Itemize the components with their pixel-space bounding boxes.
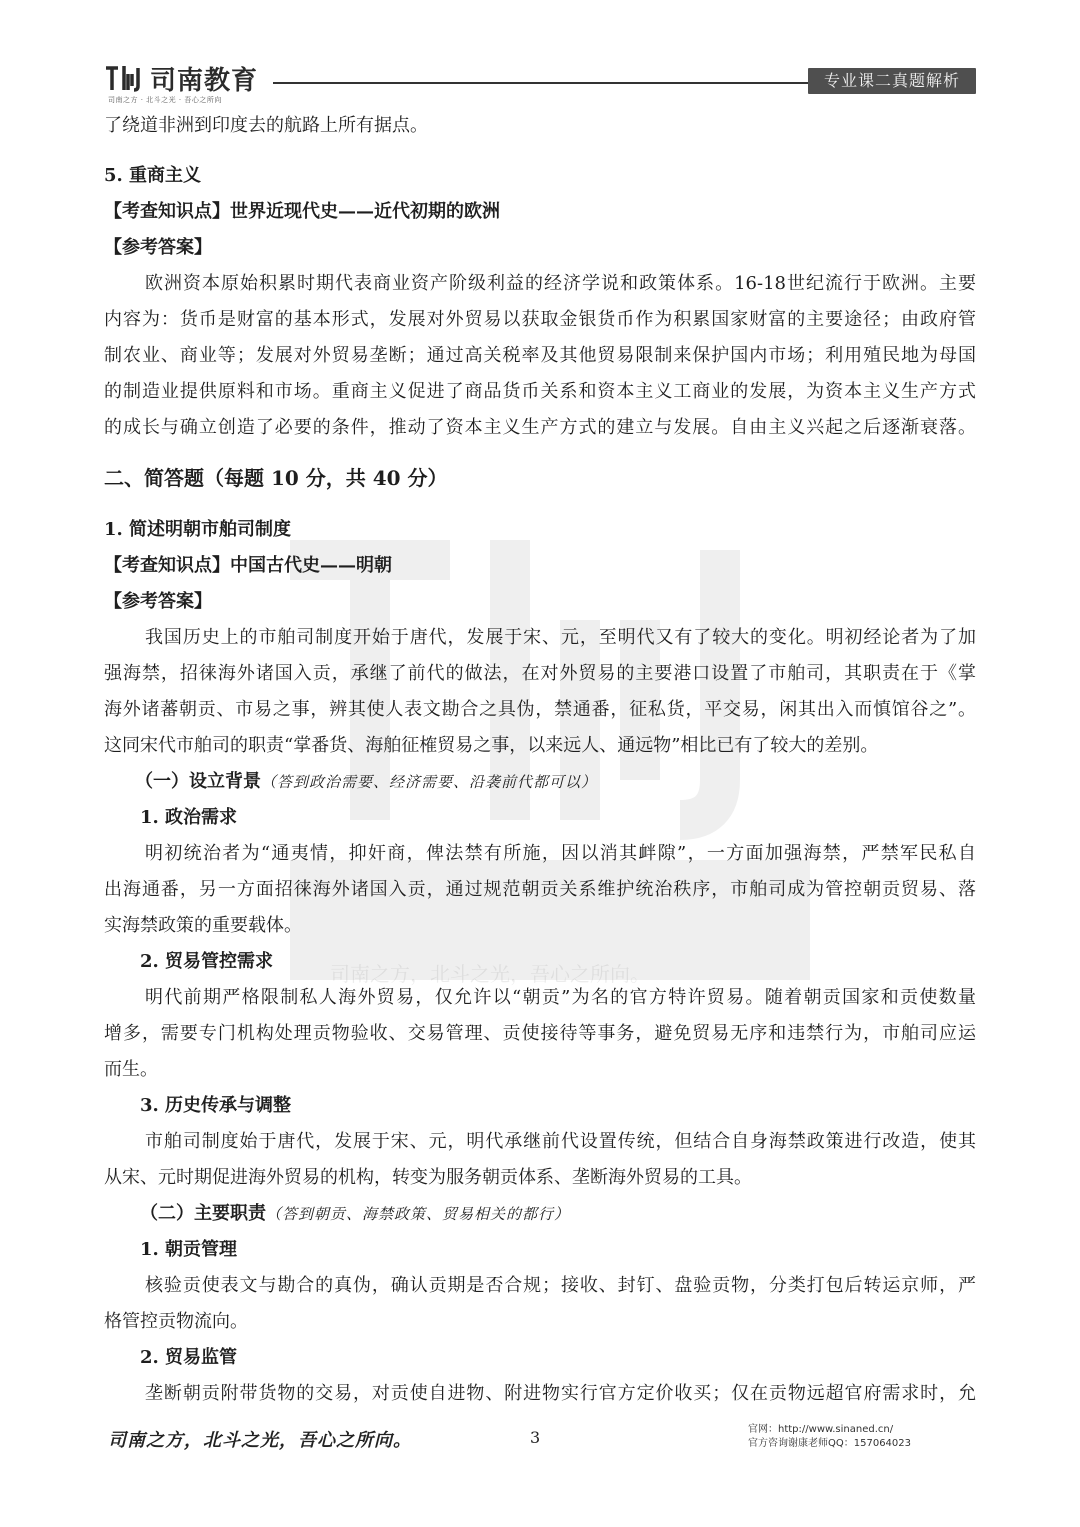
brand-logo [104,64,264,106]
text-line: 格管控贡物流向。 [104,1311,248,1332]
text-line: 欧洲资本原始积累时期代表商业资产阶级利益的经济学说和政策体系。16-18世纪流行于欧洲。主要 [145,273,976,294]
subsection-note: （答到政治需要、经济需要、沿袭前代都可以） [261,773,598,791]
footer-website: 官网：http://www.sinaned.cn/ [748,1424,894,1435]
text-line: 这同宋代市舶司的职责“掌番货、海舶征榷贸易之事，以来远人、通远物”相比已有了较大的差别。 [104,735,879,756]
text-line: 明初统治者为“通夷情，抑奸商，俾法禁有所施，因以消其衅隙”，一方面加强海禁，严禁军民私自 [145,843,976,864]
page-header [0,0,1080,110]
text-line: 从宋、元时期促进海外贸易的机构，转变为服务朝贡体系、垄断海外贸易的工具。 [104,1167,752,1188]
logo-mark-icon [104,64,152,92]
answer-label: 【参考答案】 [104,591,212,612]
knowledge-point: 【考查知识点】中国古代史——明朝 [104,555,392,576]
text-line: 核验贡使表文与勘合的真伪，确认贡期是否合规；接收、封钉、盘验贡物，分类打包后转运京师，严 [145,1275,976,1296]
text-line: 内容为：货币是财富的基本形式，发展对外贸易以获取金银货币作为积累国家财富的主要途径；由政府管 [104,309,976,330]
subsection-heading [140,1202,976,1226]
text-line: 而生。 [104,1059,158,1080]
subsection-title: （二）主要职责 [140,1203,266,1224]
text-line: 海外诸蕃朝贡、市易之事，辨其使人表文勘合之具伪，禁通番，征私货，平交易，闲其出入而慎馆谷之”。 [104,699,976,720]
text-line: 实海禁政策的重要载体。 [104,915,302,936]
point-title: 2. 贸易管控需求 [140,951,274,972]
text-line: 明代前期严格限制私人海外贸易，仅允许以“朝贡”为名的官方特许贸易。随着朝贡国家和贡使数量 [145,987,976,1008]
text-line: 的成长与确立创造了必要的条件，推动了资本主义生产方式的建立与发展。自由主义兴起之后逐渐衰落。 [104,417,976,438]
answer-label: 【参考答案】 [104,237,212,258]
text-line: 制农业、商业等；发展对外贸易垄断；通过高关税率及其他贸易限制来保护国内市场；利用殖民地为母国 [104,345,976,366]
point-title: 3. 历史传承与调整 [140,1095,292,1116]
text-line: 的制造业提供原料和市场。重商主义促进了商品货币关系和资本主义工商业的发展，为资本主义生产方式 [104,381,976,402]
point-title: 2. 贸易监管 [140,1347,238,1368]
text-line: 了绕道非洲到印度去的航路上所有据点。 [104,115,428,136]
subsection-heading [135,770,976,794]
text-line: 我国历史上的市舶司制度开始于唐代，发展于宋、元，至明代又有了较大的变化。明初经论者为了加 [145,627,976,648]
text-line: 垄断朝贡附带货物的交易，对贡使自进物、附进物实行官方定价收买；仅在贡物远超官府需求时，允 [145,1383,976,1404]
footer-contact: 官方咨询谢康老师QQ：157064023 [748,1438,912,1449]
footer-slogan: 司南之方，北斗之光，吾心之所向。 [108,1430,412,1451]
header-rule [273,82,808,84]
section-heading: 二、简答题（每题 10 分，共 40 分） [104,466,448,490]
watermark-text: 司南之方，北斗之光，吾心之所向。 [330,962,650,986]
item-title: 5. 重商主义 [104,165,202,186]
point-title: 1. 政治需求 [140,807,238,828]
text-line: 出海通番，另一方面招徕海外诸国入贡，通过规范朝贡关系维护统治秩序，市舶司成为管控朝贡贸易、落 [104,879,976,900]
header-badge: 专业课二真题解析 [808,68,976,94]
text-line: 增多，需要专门机构处理贡物验收、交易管理、贡使接待等事务，避免贸易无序和违禁行为，市舶司应运 [104,1023,976,1044]
subsection-note: （答到朝贡、海禁政策、贸易相关的都行） [266,1205,571,1223]
knowledge-point: 【考查知识点】世界近现代史——近代初期的欧洲 [104,201,500,222]
page-number: 3 [530,1428,541,1447]
logo-slogan: 司南之方 · 北斗之光 · 吾心之所向 [108,96,222,104]
text-line: 市舶司制度始于唐代，发展于宋、元，明代承继前代设置传统，但结合自身海禁政策进行改造，使其 [145,1131,976,1152]
question-title: 1. 简述明朝市舶司制度 [104,519,292,540]
point-title: 1. 朝贡管理 [140,1239,238,1260]
subsection-title: （一）设立背景 [135,771,261,792]
text-line: 强海禁，招徕海外诸国入贡，承继了前代的做法，在对外贸易的主要港口设置了市舶司，其职责在于《掌 [104,663,976,684]
logo-name: 司南教育 [150,66,259,96]
